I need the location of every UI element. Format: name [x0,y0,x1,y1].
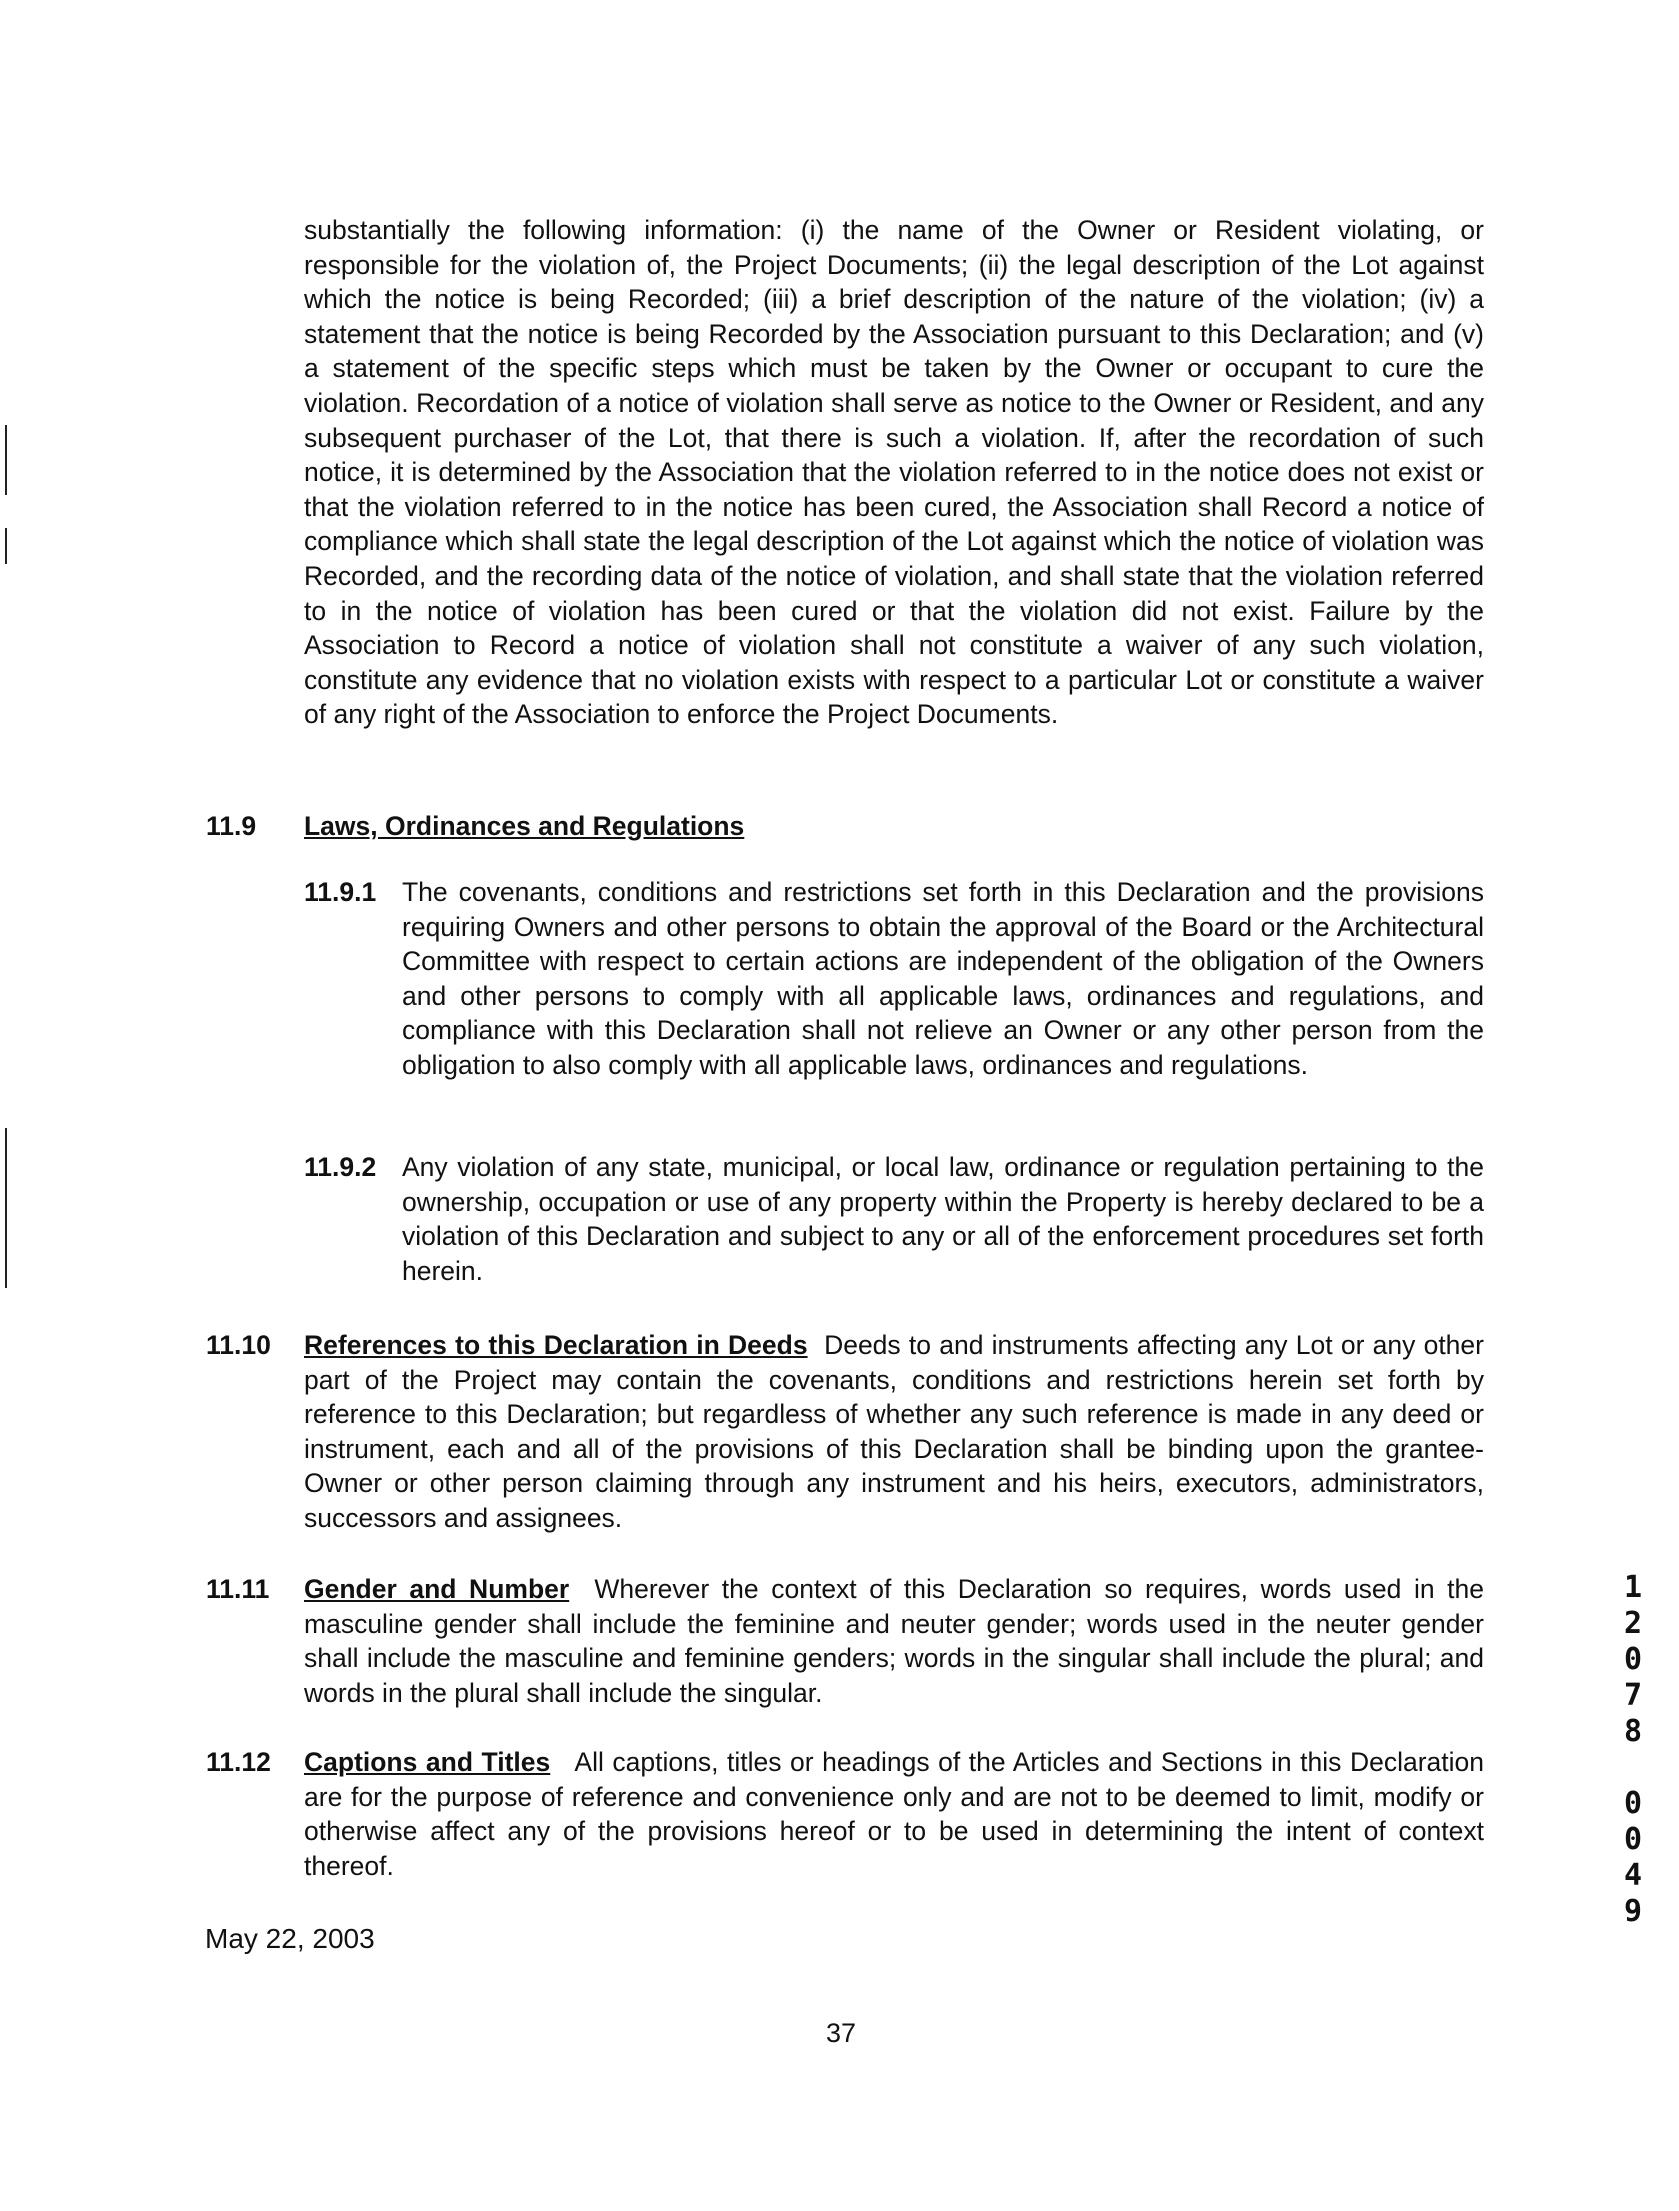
recording-stamp [1618,1570,1648,1930]
section-11-10-number: 11.10 [206,1330,271,1360]
section-11-11-text: Wherever the context of this Declaration so requires, words used in the masculine gender shall include the feminine and neuter gender; words used in the neuter gender shall include the masculine and feminine genders; words in the singular shall include the plural; and words in the plural shall include the singular. [304,1574,1484,1708]
stamp-digit: 0 [1623,1822,1643,1857]
page-number: 37 [826,2018,857,2048]
margin-mark [5,425,7,495]
section-11-9-number: 11.9 [206,811,257,841]
stamp-digit: 8 [1623,1714,1643,1749]
section-11-12-title: Captions and Titles [304,1747,551,1777]
section-11-9-1-number: 11.9.1 [304,877,377,907]
section-11-11-title: Gender and Number [304,1574,570,1604]
section-11-10-text: Deeds to and instruments affecting any Lot or any other part of the Project may contain the covenants, conditions and restrictions herein set forth by reference to this Declaration; but regardless of whether any such reference is made in any deed or instrument, each and all of the provisions of this Declaration shall be binding upon the grantee-Owner or other person claiming through any instrument and his heirs, executors, administrators, successors and assignees. [304,1330,1484,1533]
section-11-12-number: 11.12 [206,1747,271,1777]
stamp-digit: 2 [1623,1606,1643,1641]
stamp-digit: 1 [1623,1570,1643,1605]
section-11-11-paragraph [304,1572,1484,1710]
section-11-9-1-text: The covenants, conditions and restrictions set forth in this Declaration and the provisions requiring Owners and other persons to obtain the approval of the Board or the Architectural Committee with respect to certain actions are independent of the obligation of the Owners and other persons to comply with all applicable laws, ordinances and regulations, and compliance with this Declaration shall not relieve an Owner or any other person from the obligation to also comply with all applicable laws, ordinances and regulations. [402,877,1484,1080]
stamp-digit: 9 [1623,1894,1643,1929]
margin-mark [5,1128,7,1288]
section-11-9-2-number: 11.9.2 [304,1152,377,1182]
stamp-digit: 7 [1623,1678,1643,1713]
section-11-10-paragraph [304,1328,1484,1536]
section-11-12-text: All captions, titles or headings of the Articles and Sections in this Declaration are for the purpose of reference and convenience only and are not to be deemed to limit, modify or otherwise affect any of the provisions hereof or to be used in determining the intent of context thereof. [304,1747,1484,1881]
stamp-digit: 0 [1623,1642,1643,1677]
stamp-gap [1618,1750,1648,1786]
section-11-11-number: 11.11 [206,1574,270,1604]
margin-mark [5,528,7,564]
continuation-paragraph: substantially the following information: (i) the name of the Owner or Resident violating, or responsible for the violation of, the Project Documents; (ii) the legal description of the Lot against which the notice is being Recorded; (iii) a brief description of the nature of the violation; (iv) a statement that the notice is being Recorded by the Association pursuant to this Declaration; and (v) a statement of the specific steps which must be taken by the Owner or occupant to cure the violation. Recordation of a notice of violation shall serve as notice to the Owner or Resident, and any subsequent purchaser of the Lot, that there is such a violation. If, after the recordation of such notice, it is determined by the Association that the violation referred to in the notice does not exist or that the violation referred to in the notice has been cured, the Association shall Record a notice of compliance which shall state the legal description of the Lot against which the notice of violation was Recorded, and the recording data of the notice of violation, and shall state that the violation referred to in the notice of violation has been cured or that the violation did not exist. Failure by the Association to Record a notice of violation shall not constitute a waiver of any such violation, constitute any evidence that no violation exists with respect to a particular Lot or constitute a waiver of any right of the Association to enforce the Project Documents. [304,215,1484,730]
stamp-digit: 0 [1623,1786,1643,1821]
section-11-10-title: References to this Declaration in Deeds [304,1330,808,1360]
section-11-12-paragraph [304,1745,1484,1883]
section-11-9-title: Laws, Ordinances and Regulations [304,811,745,841]
stamp-digit: 4 [1623,1858,1643,1893]
section-11-9-2-text: Any violation of any state, municipal, or local law, ordinance or regulation pertaining to the ownership, occupation or use of any property within the Property is hereby declared to be a violation of this Declaration and subject to any or all of the enforcement procedures set forth herein. [402,1152,1484,1286]
document-date: May 22, 2003 [205,1923,375,1954]
